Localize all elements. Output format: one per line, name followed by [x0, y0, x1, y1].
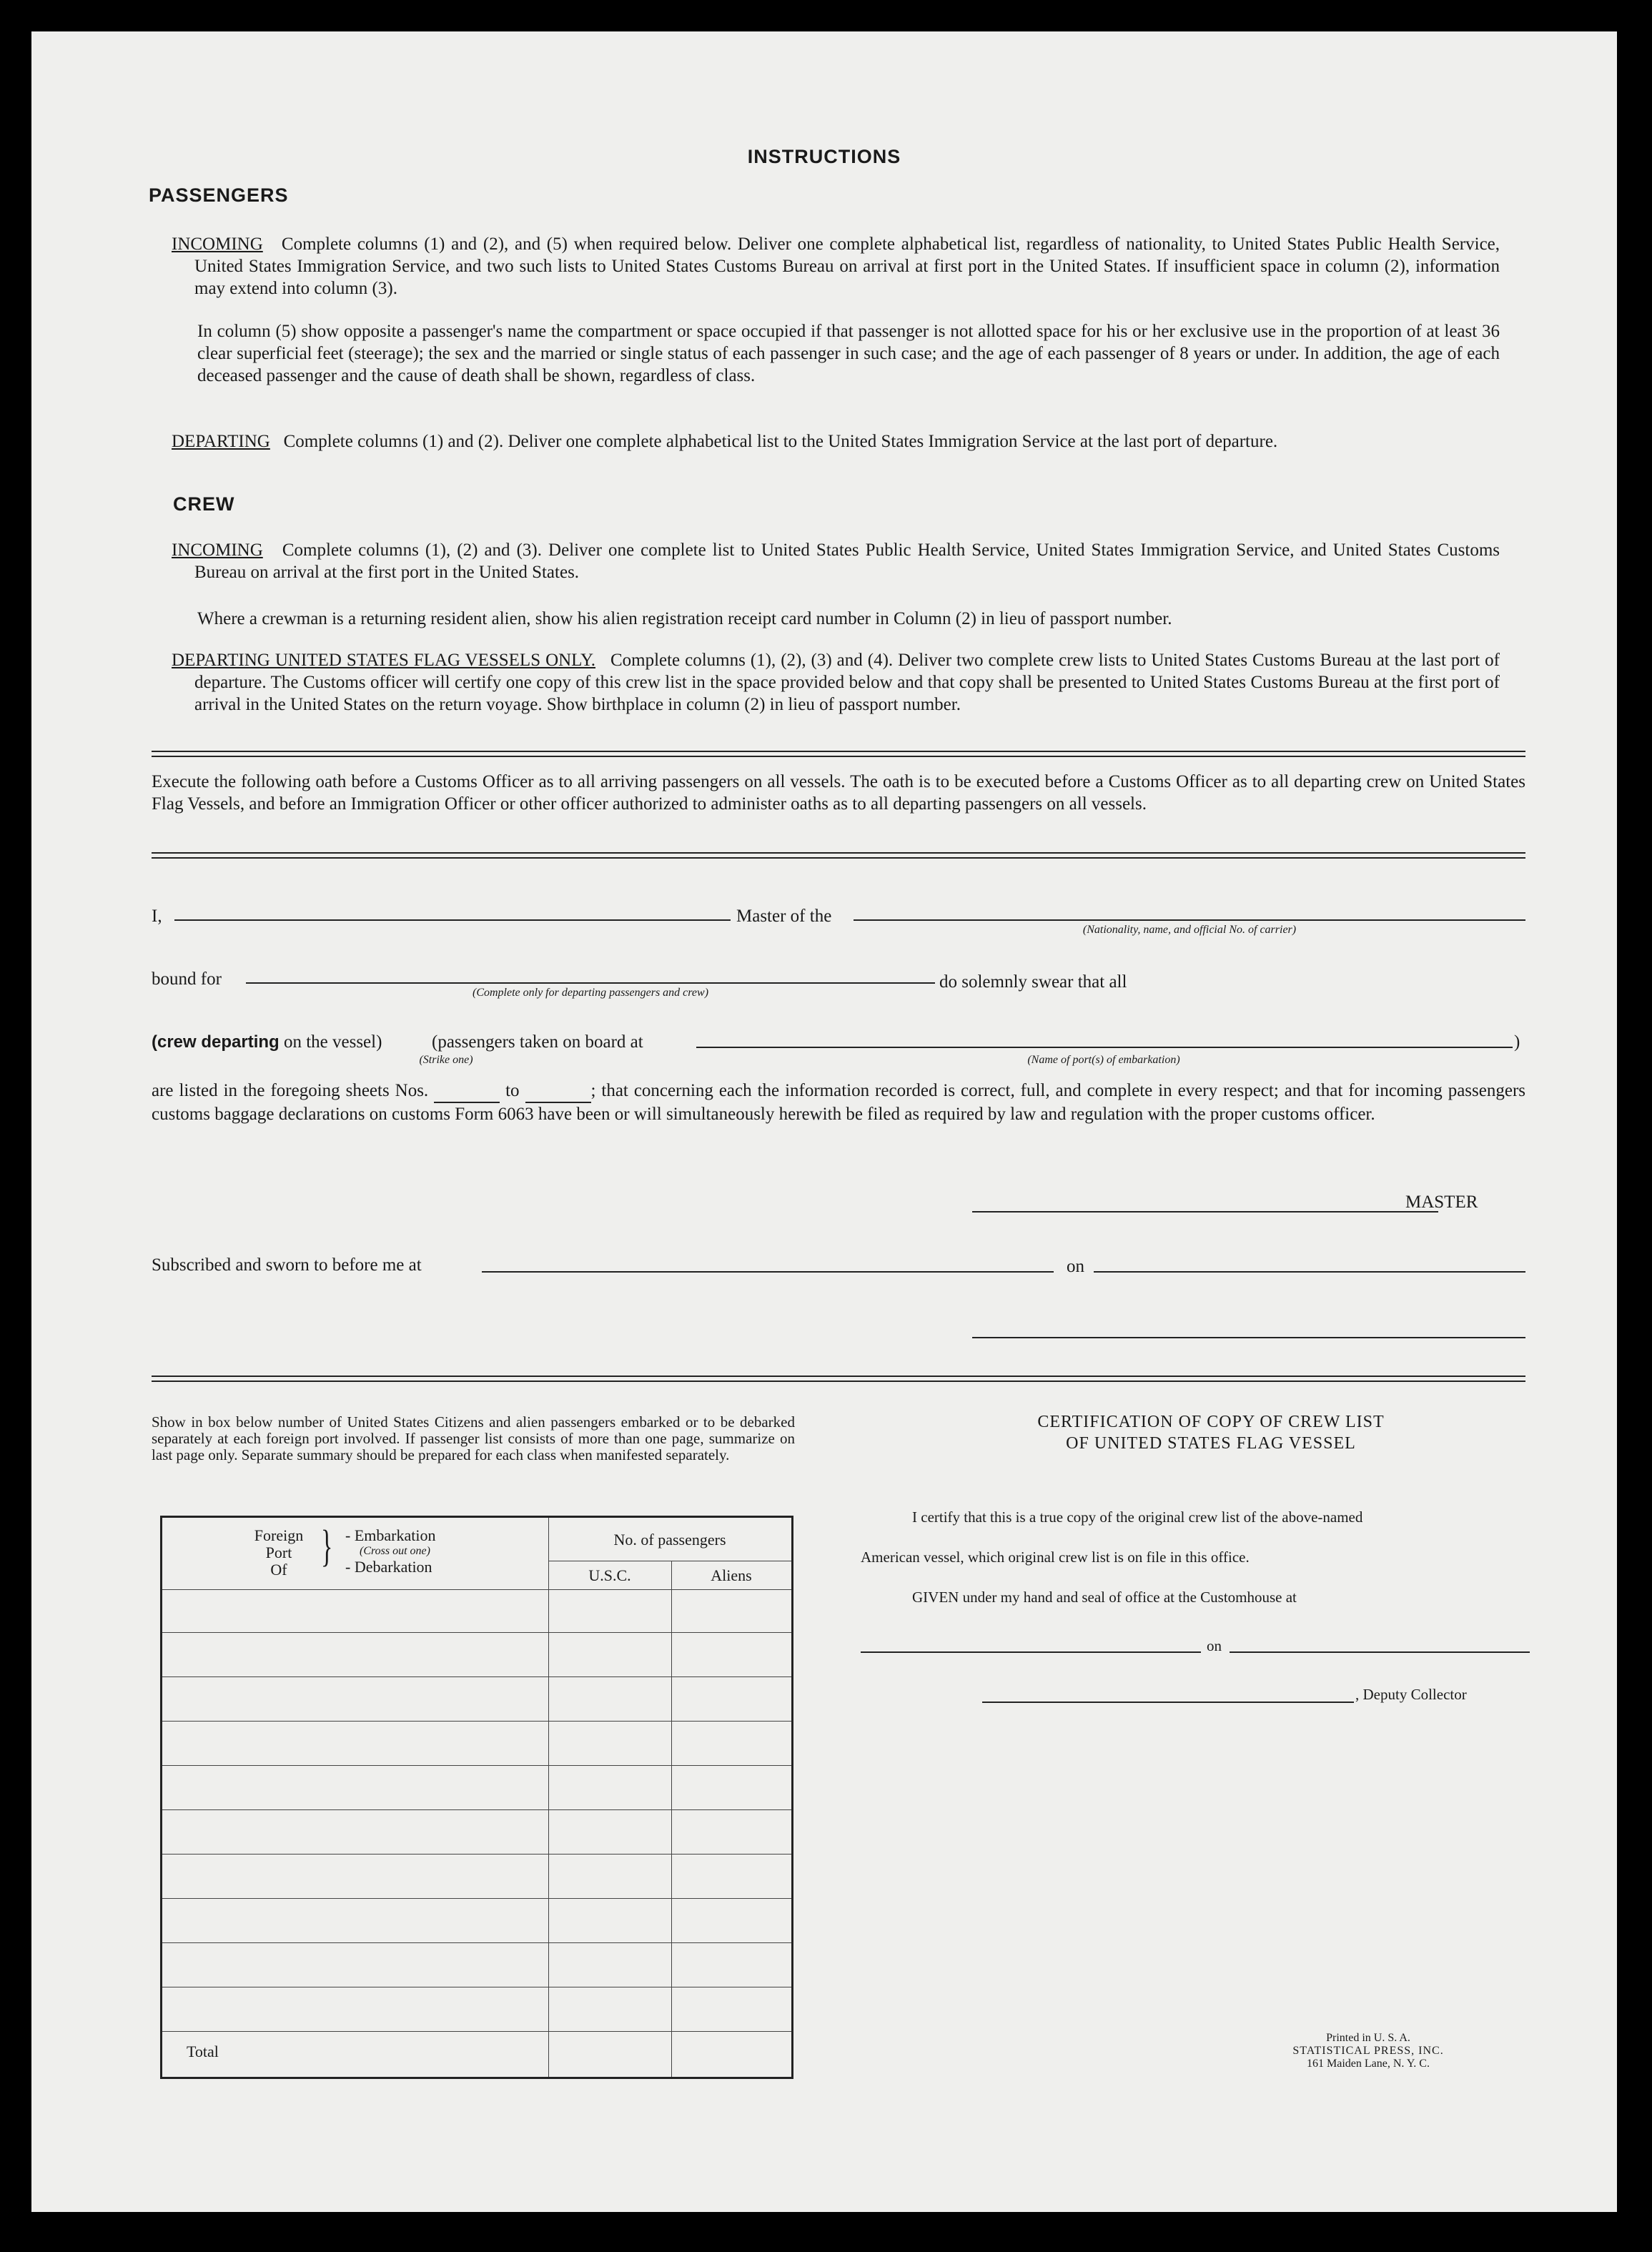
sheets-to-label: to — [505, 1081, 520, 1100]
certification-title-1: CERTIFICATION OF COPY OF CREW LIST — [1037, 1413, 1385, 1431]
sworn-on-label: on — [1067, 1257, 1084, 1276]
bound-for-caption: (Complete only for departing passengers and crew) — [472, 987, 709, 999]
solemnly-swear-text: do solemnly swear that all — [939, 972, 1127, 992]
crew-incoming-text: Complete columns (1), (2) and (3). Deliver one complete list to United States Public Health Service, United States Immigration Service, and United States Customs Bureau on arrival at the first port in the United States. — [194, 540, 1500, 582]
master-signature-field[interactable] — [972, 1211, 1438, 1213]
subscribed-label: Subscribed and sworn to before me at — [152, 1255, 422, 1275]
printer-line-3: 161 Maiden Lane, N. Y. C. — [1307, 2058, 1430, 2070]
passengers-incoming-paragraph — [172, 233, 1500, 300]
close-paren: ) — [1514, 1032, 1520, 1052]
no-passengers-header: No. of passengers — [613, 1531, 726, 1549]
table-row-line — [162, 1765, 791, 1766]
embarkation-port-field[interactable] — [696, 1047, 1513, 1048]
oath-i-label: I, — [152, 907, 162, 926]
table-row-line — [162, 2031, 791, 2032]
bound-for-label: bound for — [152, 969, 222, 989]
crew-heading: CREW — [173, 493, 235, 515]
certification-on-label: on — [1207, 1637, 1222, 1654]
total-label: Total — [187, 2043, 219, 2060]
passengers-taken-option: (passengers taken on board at — [432, 1032, 643, 1052]
table-row-line — [162, 1898, 791, 1899]
passengers-departing-paragraph — [172, 430, 1500, 453]
port-label-1: Foreign — [254, 1526, 304, 1544]
table-divider-ports — [548, 1518, 549, 2077]
bound-for-field[interactable] — [246, 982, 935, 984]
master-label: MASTER — [1405, 1192, 1478, 1212]
aliens-column-header: Aliens — [711, 1566, 752, 1584]
carrier-field[interactable] — [854, 919, 1525, 921]
instructions-title: INSTRUCTIONS — [747, 146, 901, 167]
port-label-3: Of — [270, 1561, 287, 1579]
crew-incoming-label: INCOMING — [172, 540, 263, 560]
brace-icon: } — [321, 1522, 333, 1571]
customhouse-place-field[interactable] — [861, 1651, 1201, 1653]
embarkation-option: - Embarkation — [345, 1526, 436, 1544]
strike-one-caption: (Strike one) — [419, 1054, 473, 1066]
table-row-line — [162, 1676, 791, 1677]
table-row-line — [162, 1854, 791, 1855]
table-row-line — [162, 1942, 791, 1943]
passenger-summary-table — [160, 1516, 793, 2079]
passengers-column5-paragraph: In column (5) show opposite a passenger's name the compartment or space occupied if that passenger is not allotted space for his or her exclusive use in the proportion of at least 36 clear superficial feet (steerage); the sex and the married or single status of each passenger in such case; and the age of each passenger of 8 years or under. In addition, the age of each deceased passenger and the cause of death shall be shown, regardless of class. — [197, 322, 1500, 385]
crew-departing-option: (crew departing on the vessel) — [152, 1032, 382, 1052]
divider-1 — [152, 751, 1525, 757]
sheets-paragraph — [152, 1080, 1525, 1125]
passengers-heading: PASSENGERS — [149, 184, 289, 206]
master-of-the-label: Master of the — [736, 907, 832, 926]
certification-title-2: OF UNITED STATES FLAG VESSEL — [1066, 1434, 1356, 1453]
cross-out-caption: (Cross out one) — [360, 1545, 430, 1557]
form-page — [31, 31, 1617, 2212]
oath-intro: Execute the following oath before a Customs Officer as to all arriving passengers on all vessels. The oath is to be executed before a Customs Officer as to all departing crew on United States Flag Vessels, and before an Immigration Officer or other officer authorized to administer oaths as to all departing passengers on all vessels. — [152, 772, 1525, 814]
crew-incoming-paragraph — [172, 539, 1500, 583]
deputy-collector-label: , Deputy Collector — [1355, 1686, 1467, 1703]
printer-line-1: Printed in U. S. A. — [1326, 2032, 1410, 2044]
port-label-2: Port — [265, 1544, 292, 1561]
passengers-departing-label: DEPARTING — [172, 432, 270, 451]
summary-instructions: Show in box below number of United States Citizens and alien passengers embarked or to be debarked separately at each foreign port involved. If passenger list consists of more than one page, summarize on last page only. Separate summary should be prepared for each class when manifested separately. — [152, 1413, 795, 1463]
sheets-from-field[interactable] — [434, 1080, 500, 1103]
certify-line-1: I certify that this is a true copy of the original crew list of the above-named — [912, 1508, 1363, 1526]
table-row-line — [162, 1809, 791, 1810]
embarkation-port-caption: (Name of port(s) of embarkation) — [1027, 1054, 1180, 1066]
certify-line-2: American vessel, which original crew list is on file in this office. — [861, 1549, 1250, 1566]
sworn-place-field[interactable] — [482, 1271, 1054, 1273]
printer-line-2: STATISTICAL PRESS, INC. — [1292, 2045, 1444, 2057]
crew-returning-paragraph: Where a crewman is a returning resident alien, show his alien registration receipt card number in Column (2) in lieu of passport number. — [197, 609, 1172, 628]
passengers-incoming-text: Complete columns (1) and (2), and (5) when required below. Deliver one complete alphabetical list, regardless of nationality, to United States Public Health Service, United States Immigration Service, and two such lists to United States Customs Bureau on arrival at first port in the United States. If insufficient space in column (2), information may extend into column (3). — [194, 234, 1500, 298]
carrier-caption: (Nationality, name, and official No. of carrier) — [1082, 924, 1297, 936]
crew-departing-text: Complete columns (1), (2), (3) and (4). Deliver two complete crew lists to United States Customs Bureau at the last port of departure. The Customs officer will certify one copy of this crew list in the space provided below and that copy shall be presented to United States Customs Bureau at the first port of arrival in the United States on the return voyage. Show birthplace in column (2) in lieu of passport number. — [194, 651, 1500, 714]
sheets-to-field[interactable] — [525, 1080, 591, 1103]
table-divider-usc — [671, 1561, 672, 2077]
officer-signature-field[interactable] — [972, 1337, 1525, 1338]
master-name-field[interactable] — [174, 919, 731, 921]
given-line: GIVEN under my hand and seal of office at the Customhouse at — [912, 1589, 1297, 1606]
sheets-text-1: are listed in the foregoing sheets Nos. — [152, 1081, 429, 1100]
usc-column-header: U.S.C. — [588, 1566, 631, 1584]
sheets-text-2: ; that concerning each the information recorded is correct, full, and complete in every respect; and that for incoming passengers customs baggage declarations on customs Form 6063 have been or will simultaneously herewith be filed as required by law and regulation with the proper customs officer. — [152, 1081, 1525, 1124]
certification-date-field[interactable] — [1230, 1651, 1530, 1653]
sworn-date-field[interactable] — [1094, 1271, 1525, 1273]
deputy-signature-field[interactable] — [982, 1702, 1354, 1703]
table-row-line — [162, 1721, 791, 1722]
crew-departing-paragraph — [172, 649, 1500, 716]
table-row-line — [162, 1589, 791, 1590]
passengers-incoming-label: INCOMING — [172, 234, 263, 254]
debarkation-option: - Debarkation — [345, 1558, 432, 1576]
divider-3 — [152, 1376, 1525, 1382]
table-row-line — [162, 1632, 791, 1633]
passengers-departing-text: Complete columns (1) and (2). Deliver one complete alphabetical list to the United States Immigration Service at the last port of departure. — [283, 432, 1278, 451]
crew-departing-label: DEPARTING UNITED STATES FLAG VESSELS ONLY. — [172, 651, 596, 670]
divider-2 — [152, 852, 1525, 859]
